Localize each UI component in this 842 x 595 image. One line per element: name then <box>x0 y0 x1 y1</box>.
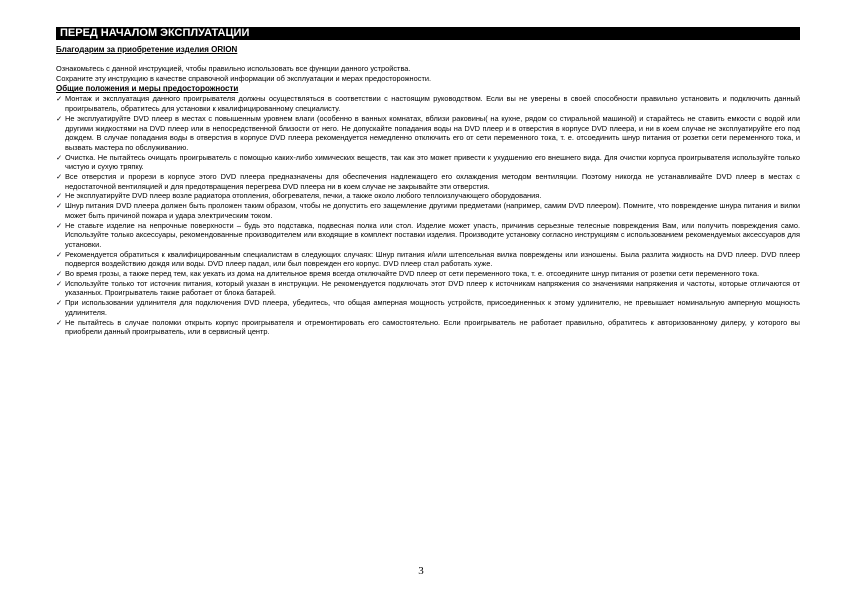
list-item <box>56 269 800 279</box>
list-item <box>56 250 800 269</box>
list-item <box>56 279 800 298</box>
check-icon: ✓ <box>56 298 63 308</box>
list-item <box>56 114 800 153</box>
list-item-text: Шнур питания DVD плеера должен быть проложен таким образом, чтобы не допустить его защемление другими предметами (например, самим DVD плеером). Помните, что повреждение шнура питания и вилки может быть причиной пожара и удара электрическим током. <box>65 201 800 220</box>
check-icon: ✓ <box>56 152 63 162</box>
list-item-text: Не эксплуатируйте DVD плеер возле радиатора отопления, обогревателя, печки, а также около любого теплоизлучающего оборудования. <box>65 191 542 201</box>
list-item-text: Рекомендуется обратиться к квалифицированным специалистам в следующих случаях: Шнур питания и/или штепсельная вилка повреждены или изношены. Была разлита жидкость на DVD плеер. DVD плеер подвергся воздействию дождя или воды. DVD плеер падал, или был поврежден его корпус. DVD плеер стал работать хуже. <box>65 249 800 269</box>
check-icon: ✓ <box>56 220 63 230</box>
check-icon: ✓ <box>56 113 63 123</box>
list-item-text: Очистка. Не пытайтесь очищать проигрыватель с помощью каких-либо химических веществ, так как это может привести к ухудшению его внешнего вида. Для очистки корпуса проигрывателя используйте только чистую и сухую тряпку. <box>65 152 800 172</box>
list-item <box>56 298 800 317</box>
page-number: 3 <box>418 565 424 577</box>
list-item <box>56 191 800 201</box>
list-item-text: Используйте только тот источник питания, который указан в инструкции. Не рекомендуется подключать этот DVD плеер к источникам напряжения со значениями напряжения и частоты, которые отличаются от указанных. Проигрыватель также работает от блока батарей. <box>65 278 800 298</box>
thanks-heading: Благодарим за приобретение изделия ORION <box>56 45 238 54</box>
section-title: ПЕРЕД НАЧАЛОМ ЭКСПЛУАТАЦИИ <box>60 27 250 39</box>
list-item-text: Все отверстия и прорези в корпусе этого DVD плеера предназначены для обеспечения надлежащего его охлаждения методом вентиляции. Поэтому никогда не устанавливайте DVD плеер в местах с недостаточной вентиляцией и для предотвращения перегрева DVD плеера ни в коем случае не закрывайте эти отверстия. <box>65 172 800 191</box>
precautions-heading: Общие положения и меры предосторожности <box>56 84 239 94</box>
list-item <box>56 221 800 250</box>
list-item-text: Не ставьте изделие на непрочные поверхности – будь это подставка, подвесная полка или стол. Изделие может упасть, причинив серьезные телесные повреждения Вам, или получить повреждения само. Используйте только аксессуары, рекомендованные производителем или входящие в комплект поставки изделия. Производите установку согласно инструкциям с использованием рекомендуемых аксессуаров для установки. <box>65 220 800 249</box>
page-content <box>56 44 800 337</box>
list-item <box>56 153 800 172</box>
check-icon: ✓ <box>56 94 63 104</box>
list-item <box>56 201 800 220</box>
list-item-text: Монтаж и эксплуатация данного проигрывателя должны осуществляться в соответствии с настоящим руководством. Если вы не уверены в своей способности правильно установить и подключить данный проигрыватель, обратитесь для установки к квалифицированному специалисту. <box>65 94 800 114</box>
list-item-text: Во время грозы, а также перед тем, как уехать из дома на длительное время всегда отключайте DVD плеер от сети переменного тока, т. е. отсоедините шнур питания от розетки сети переменного тока. <box>65 269 760 279</box>
check-icon: ✓ <box>56 249 63 259</box>
check-icon: ✓ <box>56 269 63 279</box>
list-item <box>56 172 800 191</box>
check-icon: ✓ <box>56 172 63 182</box>
list-item-text: Не пытайтесь в случае поломки открыть корпус проигрывателя и отремонтировать его самостоятельно. Если проигрыватель не работает правильно, обратитесь к авторизованному дилеру, у которого вы приобрели данный проигрыватель, или в сервисный центр. <box>65 317 800 337</box>
check-icon: ✓ <box>56 317 63 327</box>
intro-line: Ознакомьтесь с данной инструкцией, чтобы правильно использовать все функции данного устройства. <box>56 64 411 73</box>
list-item <box>56 318 800 337</box>
check-icon: ✓ <box>56 278 63 288</box>
list-item <box>56 94 800 113</box>
check-icon: ✓ <box>56 201 63 211</box>
section-header-bar <box>56 27 800 40</box>
precautions-list <box>56 94 800 337</box>
intro-line: Сохраните эту инструкцию в качестве справочной информации об эксплуатации и мерах предосторожности. <box>56 73 432 83</box>
list-item-text: При использовании удлинителя для подключения DVD плеера, убедитесь, что общая амперная мощность устройств, присоединенных к этому удлинителю, не превышает номинальную амперную мощность удлинителя. <box>65 298 800 317</box>
list-item-text: Не эксплуатируйте DVD плеер в местах с повышенным уровнем влаги (особенно в ванных комнатах, вблизи раковины( на кухне, рядом со стиральной машиной) и старайтесь не ставить емкости с водой или другими жидкостями на DVD плеер или в непосредственной близости от него. Не допускайте попадания воды на DVD плеер и в отверстия в корпусе DVD плеера, и ни в коем случае не эксплуатируйте его под дождем. В случае попадания воды в отверстия в корпусе DVD плеера рекомендуется немедленно отключить его от сети переменного тока, т. е. отсоединить шнур питания от розетки сети переменного тока, и вызвать мастера по обслуживанию. <box>65 113 800 152</box>
intro-text <box>56 64 800 83</box>
check-icon: ✓ <box>56 191 63 201</box>
